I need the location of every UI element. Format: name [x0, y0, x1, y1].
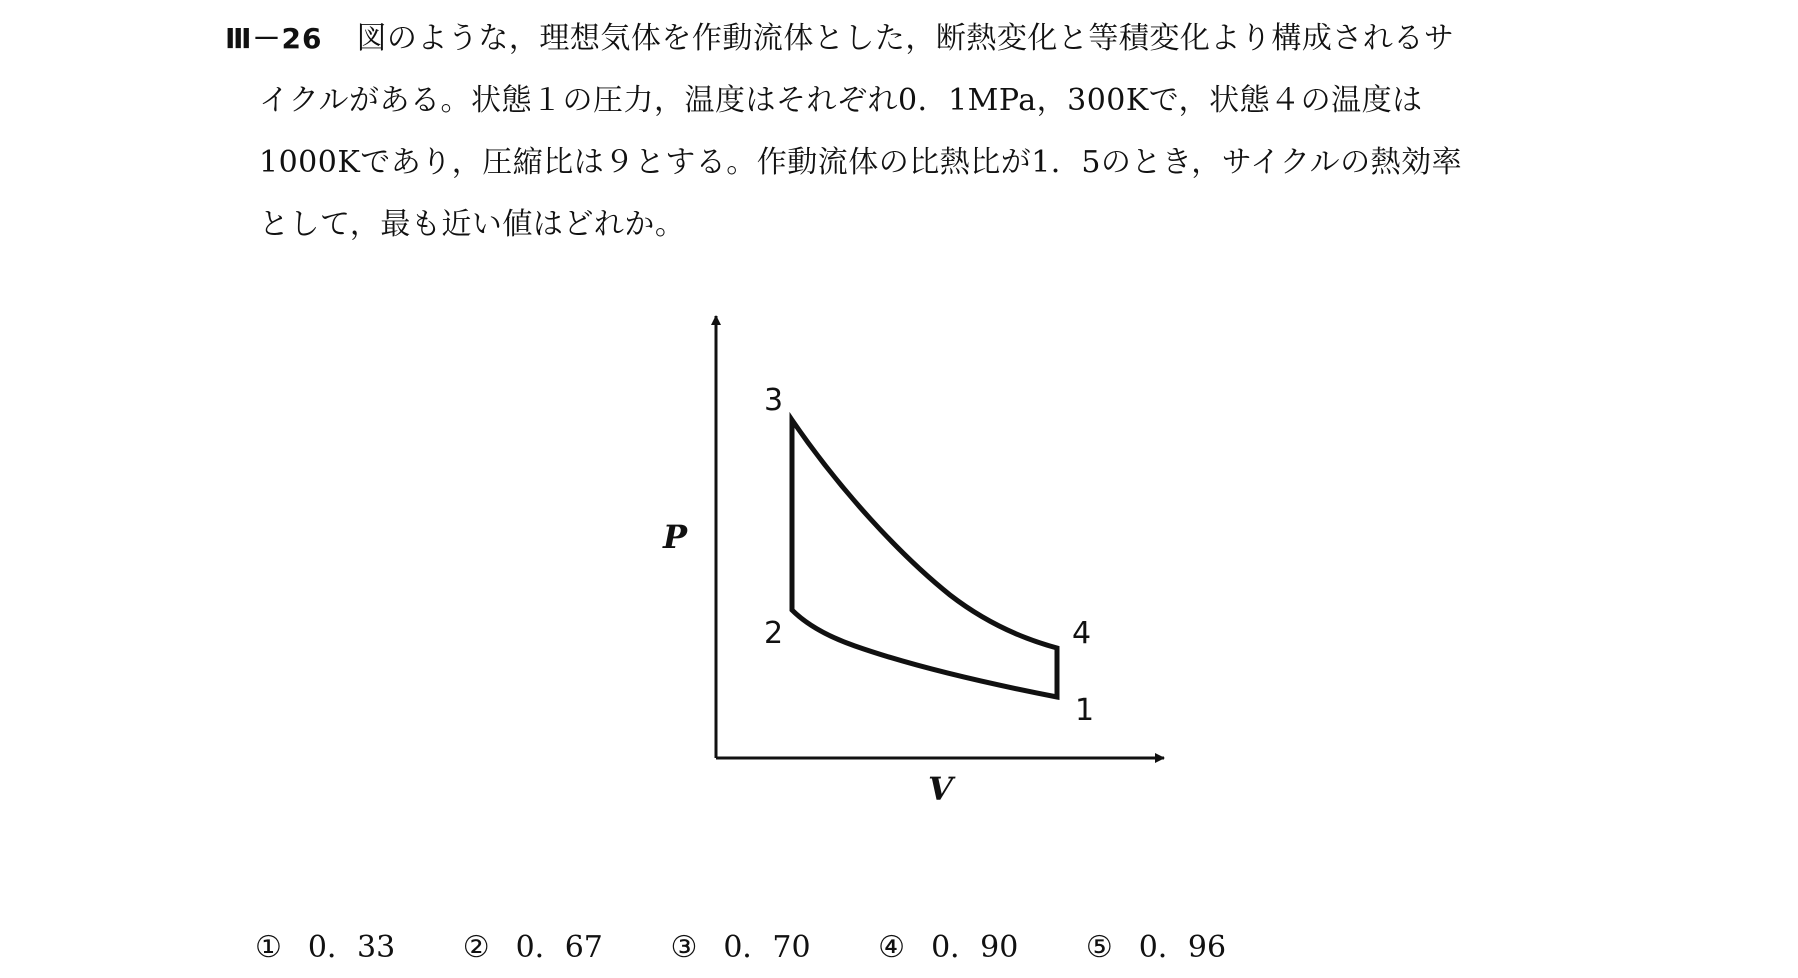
choice-3-value: 0．70 — [723, 930, 811, 965]
choice-5[interactable] — [1086, 922, 1226, 966]
choice-3-mark: ③ — [670, 930, 698, 965]
state-1-label: 1 — [1075, 693, 1095, 728]
state-4-label: 4 — [1072, 616, 1092, 651]
question-line-3: 1000Kであり，圧縮比は９とする。作動流体の比熱比が1．5のとき，サイクルの熱効率 — [259, 145, 1463, 180]
choice-5-value: 0．96 — [1138, 930, 1227, 965]
choice-5-mark: ⑤ — [1085, 930, 1113, 965]
choice-4-value: 0．90 — [931, 930, 1019, 965]
choice-1-mark: ① — [255, 930, 282, 965]
cycle-path — [792, 420, 1057, 697]
answer-choices — [255, 922, 1284, 966]
question-line-1-text: 図のような，理想気体を作動流体とした，断熱変化と等積変化より構成されるサ — [356, 21, 1455, 56]
state-3-label: 3 — [764, 383, 784, 418]
choice-2-mark: ② — [462, 930, 490, 965]
choice-4[interactable] — [878, 922, 1018, 966]
choice-3[interactable] — [670, 922, 810, 966]
question-line-4: として，最も近い値はどれか。 — [259, 207, 686, 242]
question-line-2: イクルがある。状態１の圧力，温度はそれぞれ0．1MPa，300Kで，状態４の温度は — [259, 83, 1423, 118]
choice-2-value: 0．67 — [515, 930, 603, 965]
axis-p-label: P — [663, 518, 688, 556]
choice-1-value: 0．33 — [307, 930, 396, 965]
choice-2[interactable] — [463, 922, 603, 966]
state-2-label: 2 — [764, 616, 784, 651]
choice-4-mark: ④ — [878, 930, 906, 965]
question-number: Ⅲ－26 — [225, 22, 323, 55]
axis-v-label: V — [928, 770, 953, 808]
choice-1[interactable] — [255, 922, 395, 966]
